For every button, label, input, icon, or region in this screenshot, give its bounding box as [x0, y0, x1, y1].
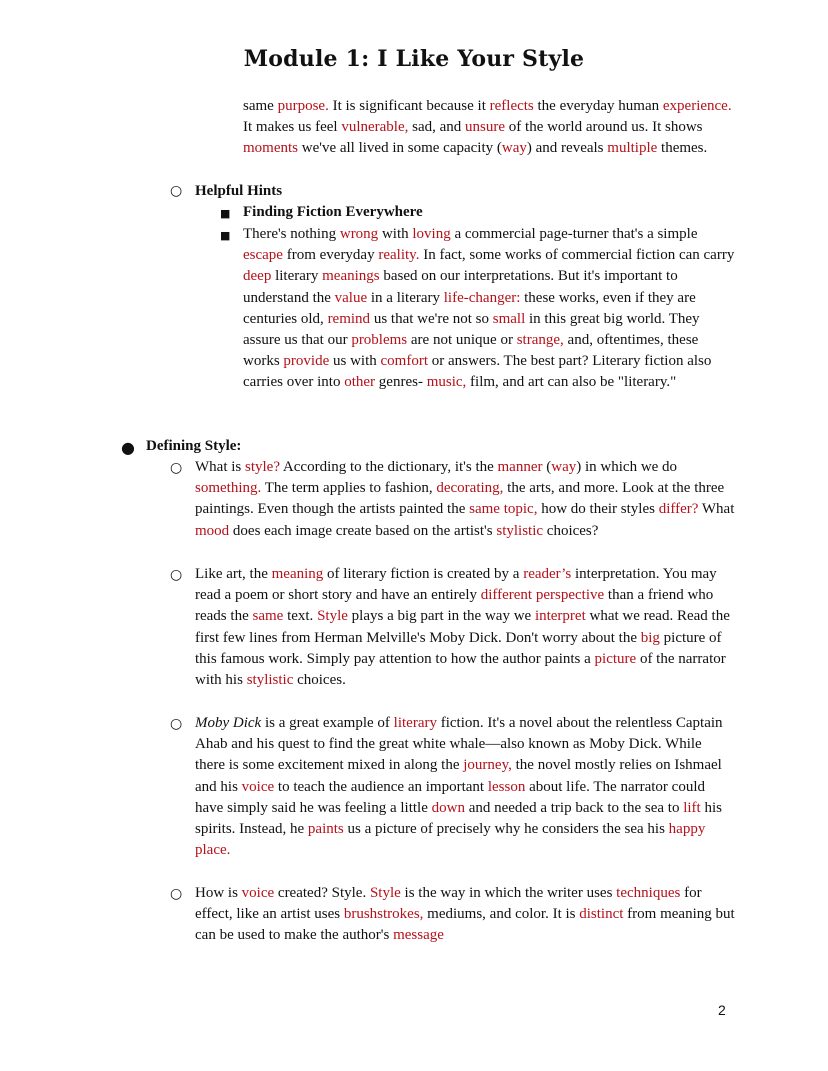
- highlighted-word: mood: [195, 522, 230, 539]
- highlighted-word: provide: [283, 353, 330, 370]
- highlighted-word: multiple: [607, 140, 658, 157]
- circle-bullet-icon: ○: [170, 886, 183, 902]
- highlighted-word: moments: [243, 140, 298, 157]
- highlighted-word: decorating,: [436, 480, 504, 497]
- text-run: is a great example of: [261, 715, 394, 731]
- highlighted-word: small: [492, 310, 526, 327]
- highlighted-word: style?: [245, 459, 280, 475]
- highlighted-word: down: [431, 799, 465, 816]
- text-run: we've all lived in some capacity (: [298, 140, 502, 157]
- text-run: sad, and: [408, 119, 466, 136]
- finding-fiction-heading: [243, 202, 663, 223]
- square-bullet-icon: ■: [220, 207, 231, 220]
- text-run: genres-: [375, 374, 427, 391]
- highlighted-word: escape: [243, 247, 283, 264]
- text-run: than a friend who reads the: [195, 587, 714, 625]
- circle-bullet-icon: ○: [170, 567, 183, 583]
- highlighted-word: same topic,: [469, 501, 538, 518]
- highlighted-word: literary: [393, 715, 437, 731]
- text-run: are not unique or: [407, 332, 517, 349]
- text-run: about life. The narrator could have simply said he was feeling a little: [195, 778, 705, 816]
- highlighted-word: Style: [317, 608, 348, 625]
- text-run: literary: [271, 268, 323, 285]
- text-run: According to the dictionary, it's the: [280, 459, 498, 475]
- text-run: the everyday human: [533, 98, 663, 114]
- text-run: It is significant because it: [328, 98, 490, 114]
- defining-style-paragraph-1: [195, 457, 735, 542]
- text-run: is the way in which the writer uses: [400, 885, 617, 901]
- text-run: interpretation. You may read a poem or short story and have an entirely: [195, 566, 717, 604]
- highlighted-word: manner: [497, 459, 543, 475]
- highlighted-word: Style: [369, 885, 401, 901]
- text-run: these works, even if they are centuries old,: [243, 289, 696, 327]
- text-run: from everyday: [282, 247, 379, 264]
- highlighted-word: journey,: [463, 757, 512, 774]
- circle-bullet-icon: ○: [170, 183, 183, 199]
- highlighted-word: techniques: [616, 885, 681, 901]
- circle-bullet-icon: ○: [170, 460, 183, 476]
- text-run: with: [378, 226, 413, 242]
- text-run: what we read. Read the first few lines from Herman Melville's Moby Dick. Don't worry about the: [195, 608, 730, 646]
- highlighted-word: purpose.: [277, 98, 329, 114]
- text-run: and, oftentimes, these works: [243, 332, 699, 370]
- text-run: of the narrator with his: [195, 650, 726, 689]
- text-run: us that we're not so: [370, 310, 493, 327]
- helpful-hints-heading: [195, 181, 595, 202]
- highlighted-word: wrong: [339, 226, 379, 242]
- highlighted-word: same: [252, 608, 284, 625]
- highlighted-word: way: [551, 459, 577, 475]
- text-run: to teach the audience an important: [274, 778, 488, 795]
- defining-style-heading: [146, 436, 546, 457]
- highlighted-word: stylistic: [246, 672, 294, 689]
- text-run: Finding Fiction Everywhere: [243, 204, 423, 220]
- highlighted-word: reality.: [378, 247, 420, 264]
- text-run: of the world around us. It shows: [505, 119, 703, 136]
- text-run: Helpful Hints: [195, 183, 283, 199]
- defining-style-paragraph-3: [195, 713, 735, 861]
- square-bullet-icon: ■: [220, 229, 231, 242]
- page-title: Module 1: I Like Your Style: [243, 46, 585, 72]
- highlighted-word: different perspective: [480, 587, 605, 604]
- highlighted-word: remind: [327, 310, 371, 327]
- highlighted-word: lesson: [487, 778, 526, 795]
- text-run: text.: [283, 608, 318, 625]
- highlighted-word: distinct: [579, 906, 624, 923]
- text-run: based on our interpretations. But it's important to understand the: [243, 268, 678, 306]
- text-run: the arts, and more. Look at the three paintings. Even though the artists painted the: [195, 480, 725, 518]
- circle-bullet-icon: ○: [170, 716, 183, 732]
- highlighted-word: picture: [594, 650, 637, 667]
- text-run: or answers. The best part? Literary fiction also carries over into: [243, 353, 712, 391]
- text-run: mediums, and color. It is: [423, 906, 580, 923]
- text-run: does each image create based on the artist's: [229, 522, 497, 539]
- finding-fiction-paragraph: [243, 224, 737, 394]
- highlighted-word: problems: [351, 332, 408, 349]
- text-run: in a literary: [367, 289, 444, 306]
- intro-continuation-paragraph: [243, 96, 743, 160]
- text-run: choices.: [293, 672, 346, 689]
- highlighted-word: brushstrokes,: [343, 906, 424, 923]
- text-run: us a picture of precisely why he considers the sea his: [343, 821, 669, 838]
- text-run: Like art, the: [195, 566, 272, 582]
- text-run: What: [698, 501, 735, 518]
- text-run: for effect, like an artist uses: [195, 885, 702, 923]
- highlighted-word: voice: [241, 778, 275, 795]
- text-run: fiction. It's a novel about the relentless Captain Ahab and his quest to find the great white whale—also known as Moby Dick. While there is some excitement mixed in along the: [195, 715, 723, 774]
- highlighted-word: unsure: [465, 119, 506, 136]
- highlighted-word: experience.: [662, 98, 732, 114]
- highlighted-word: value: [334, 289, 368, 306]
- highlighted-word: deep: [243, 268, 272, 285]
- highlighted-word: comfort: [380, 353, 428, 370]
- text-run: How is: [195, 885, 242, 901]
- highlighted-word: meanings: [322, 268, 380, 285]
- highlighted-word: other: [344, 374, 376, 391]
- highlighted-word: something.: [195, 480, 262, 497]
- text-run: the novel mostly relies on Ishmael and his: [195, 757, 722, 795]
- highlighted-word: stylistic: [496, 522, 544, 539]
- text-run: his spirits. Instead, he: [195, 799, 722, 838]
- text-run: There's nothing: [243, 226, 340, 242]
- highlighted-word: differ?: [658, 501, 699, 518]
- highlighted-word: happy place.: [195, 821, 706, 859]
- text-run: Defining Style:: [146, 438, 242, 454]
- text-run: film, and art can also be "literary.": [466, 374, 677, 391]
- highlighted-word: interpret: [534, 608, 586, 625]
- highlighted-word: message: [393, 927, 444, 944]
- text-run: in this great big world. They assure us that our: [243, 310, 700, 349]
- text-run: (: [542, 459, 552, 475]
- highlighted-word: paints: [307, 821, 344, 838]
- highlighted-word: strange,: [516, 332, 564, 349]
- highlighted-word: meaning: [271, 566, 324, 582]
- page-number: 2: [718, 1002, 726, 1018]
- highlighted-word: life-changer:: [443, 289, 521, 306]
- disc-bullet-icon: ●: [121, 438, 135, 457]
- text-run: a commercial page-turner that's a simple: [450, 226, 698, 242]
- highlighted-word: vulnerable,: [341, 119, 409, 136]
- highlighted-word: music,: [426, 374, 467, 391]
- highlighted-word: big: [640, 629, 660, 646]
- highlighted-word: lift: [683, 799, 701, 816]
- text-run: It makes us feel: [243, 119, 342, 136]
- highlighted-word: loving: [412, 226, 451, 242]
- text-run: In fact, some works of commercial fiction can carry: [419, 247, 735, 264]
- defining-style-paragraph-2: [195, 564, 735, 691]
- italic-title: Moby Dick: [195, 715, 262, 731]
- highlighted-word: way: [501, 140, 527, 157]
- highlighted-word: reflects: [489, 98, 534, 114]
- highlighted-word: reader’s: [523, 566, 572, 582]
- text-run: ) in which we do: [576, 459, 678, 475]
- defining-style-paragraph-4: [195, 883, 735, 947]
- text-run: ) and reveals: [526, 140, 608, 157]
- text-run: created? Style.: [274, 885, 370, 901]
- text-run: and needed a trip back to the sea to: [464, 799, 684, 816]
- text-run: from meaning but can be used to make the author's: [195, 906, 735, 944]
- text-run: how do their styles: [537, 501, 659, 518]
- text-run: picture of this famous work. Simply pay attention to how the author paints a: [195, 629, 722, 667]
- text-run: plays a big part in the way we: [347, 608, 535, 625]
- highlighted-word: voice: [241, 885, 275, 901]
- text-run: of literary fiction is created by a: [323, 566, 524, 582]
- text-run: What is: [195, 459, 245, 475]
- text-run: same: [243, 98, 278, 114]
- text-run: The term applies to fashion,: [261, 480, 437, 497]
- text-run: us with: [329, 353, 381, 370]
- text-run: choices?: [543, 522, 599, 539]
- text-run: themes.: [657, 140, 708, 157]
